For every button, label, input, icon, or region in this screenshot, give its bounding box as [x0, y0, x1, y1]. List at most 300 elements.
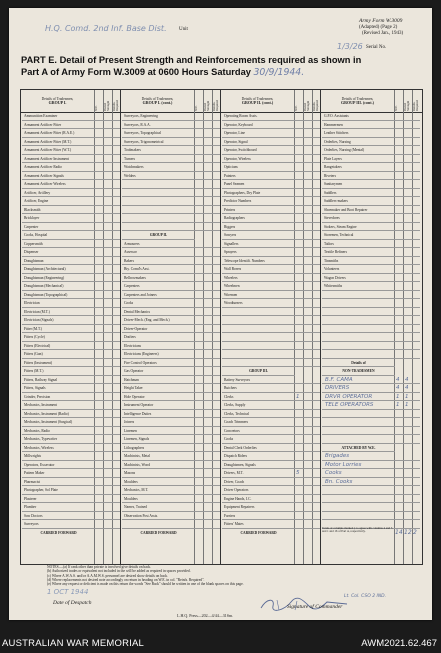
- row-label: Coppersmith: [24, 241, 43, 246]
- table-row: [22, 333, 120, 342]
- table-row: [122, 393, 220, 402]
- row-label: Height Taker: [124, 386, 143, 390]
- table-row: [122, 478, 220, 487]
- row-label: Drivers, M.T.: [224, 471, 244, 475]
- table-row: [22, 401, 120, 410]
- handwritten-posted-value: 4: [405, 376, 409, 383]
- table-row: [122, 248, 220, 257]
- row-label: Fitters, Railway Signal: [24, 377, 58, 382]
- handwritten-nontradesman-entry: B.F. CAMA: [325, 376, 353, 383]
- vertical-column-head: W.E.: [194, 105, 198, 111]
- form-number: Army Form W.3009: [359, 18, 403, 24]
- row-label: Fitters (Electrical): [24, 343, 51, 348]
- row-label: Painters: [224, 173, 236, 178]
- table-row: [122, 495, 220, 504]
- row-label: Fitters (Gun): [24, 352, 43, 356]
- row-label: Turners: [124, 156, 136, 161]
- row-label: Driver Operators: [224, 488, 249, 492]
- row-label: Battery Surveyors: [224, 377, 251, 382]
- column-group-label: GROUP I.: [48, 100, 67, 105]
- table-row: [222, 189, 320, 198]
- table-row: [322, 316, 420, 325]
- table-row: [22, 206, 120, 215]
- table-row: [122, 223, 220, 232]
- unit-label: Unit: [179, 27, 188, 32]
- row-label: Masons: [124, 471, 136, 475]
- row-label: Draughtsman (Topographical): [24, 292, 68, 297]
- handwritten-posted-value: 4: [405, 385, 409, 391]
- row-label: Welders: [124, 173, 136, 178]
- row-label: Armament Artificer Fitter: [24, 122, 62, 127]
- row-label: Dental Clerk Orderlies: [224, 445, 257, 450]
- table-row: [122, 461, 220, 470]
- row-label: Armament Artificer Signals: [24, 173, 64, 178]
- row-label: Watchmakers: [124, 165, 144, 169]
- table-row: [122, 240, 220, 249]
- table-row: [222, 223, 320, 232]
- table-row: [122, 155, 220, 164]
- row-label: Armament Artificer Fitter (R.A.E.): [24, 131, 75, 135]
- vertical-column-head: W.E.: [294, 105, 298, 111]
- row-label: Hatchman: [124, 377, 139, 382]
- row-label: Clerks, Supply: [224, 403, 246, 407]
- handwritten-attached-entry: Cooks: [325, 470, 342, 476]
- row-label: Driver-Mech. (Eng. and Mech.): [124, 318, 170, 322]
- handwritten-posted-value: 1: [405, 402, 409, 408]
- table-row: [322, 129, 420, 138]
- table-row: [222, 129, 320, 138]
- table-row: [322, 172, 420, 181]
- signature-of-commander-label: Signature of Commander: [287, 604, 343, 610]
- row-label: Armament Artificer Radio: [24, 165, 62, 169]
- row-label: Wiremen: [224, 292, 238, 297]
- table-row: [222, 367, 295, 376]
- handwritten-we-value: 1: [396, 402, 400, 408]
- row-label: Instrument Operator: [124, 403, 154, 407]
- row-label: Operating Room Assts.: [224, 114, 258, 118]
- form-title: [21, 54, 421, 79]
- row-label: Bty. Comd's Asst.: [124, 267, 150, 271]
- column-header: [221, 91, 294, 105]
- table-row: [222, 299, 320, 308]
- table-row: [22, 418, 120, 427]
- table-row: [222, 206, 320, 215]
- table-row: [222, 384, 320, 393]
- carried-forward-label: CARRIED FORWARD: [40, 530, 77, 535]
- table-row: [322, 512, 420, 521]
- row-label: Sprayers: [224, 250, 237, 254]
- row-label: Pharmacist: [24, 479, 40, 484]
- handwritten-drivers-value: 5: [296, 470, 300, 476]
- row-label: Moulders: [124, 496, 138, 501]
- table-row: [122, 214, 220, 223]
- vertical-column-head: Reinfts. Required: [312, 100, 319, 111]
- table-row: [122, 418, 220, 427]
- row-label: GROUP II.: [149, 233, 168, 237]
- vertical-column-head: Posted Strength: [303, 100, 310, 111]
- table-row: [122, 121, 220, 130]
- totals-note: Totals of columns marked ‡ to agree with columns 4 and 5 and 1 and 16 of Part A, respectively.: [322, 526, 393, 534]
- table-row: [22, 410, 120, 419]
- table-row: [22, 112, 120, 121]
- row-label: Electricians: [124, 343, 141, 348]
- table-row: [22, 240, 120, 249]
- row-label: Drafters: [124, 335, 136, 339]
- row-label: Driver-Operator: [124, 326, 148, 331]
- row-label: Cooks, Hospital: [24, 233, 48, 237]
- table-row: [222, 316, 320, 325]
- table-row: [22, 478, 120, 487]
- lhq-press-line: L.H.Q. Press—202—4/44—31Sm.: [177, 613, 234, 618]
- row-label: Machinists, Wood: [124, 462, 150, 467]
- serial-label: Serial No.: [366, 45, 387, 50]
- note-a: NOTES.—(a) If rank other than private is involved give details on back.: [47, 565, 152, 569]
- table-row: [322, 486, 420, 495]
- row-label: Blacksmith: [24, 207, 41, 212]
- table-row: [322, 257, 420, 266]
- vertical-column-head: Reinfts. Required: [412, 100, 419, 111]
- table-row: [122, 257, 220, 266]
- table-row: [22, 512, 120, 521]
- row-label: Hammermen: [324, 122, 343, 127]
- handwritten-attached-entry: Motor Lorries: [325, 461, 362, 468]
- row-label: Surveyors, Trigonometrical: [124, 139, 164, 144]
- table-row: [122, 282, 220, 291]
- table-row: [322, 274, 420, 283]
- row-label: Clerks, Technical: [224, 411, 250, 416]
- table-row: [222, 478, 320, 487]
- table-row: [222, 112, 320, 121]
- form-adapted: (Adapted) (Page 2): [359, 25, 398, 30]
- table-row: [322, 189, 420, 198]
- table-row: [122, 189, 220, 198]
- row-label: Operators, Excavator: [24, 462, 55, 467]
- despatch-date-hand: 1 OCT 1944: [47, 588, 89, 596]
- row-label: Clerks: [224, 394, 234, 399]
- column-title: Details of Tradesmen,: [241, 97, 274, 101]
- row-label: Wheelers: [224, 275, 238, 280]
- table-row: [222, 274, 320, 283]
- row-label: Bellrowmakers: [124, 275, 146, 280]
- row-label: Wagon Drivers: [324, 275, 346, 280]
- row-label: Dispenser: [24, 250, 39, 254]
- table-row: [222, 121, 320, 130]
- row-label: Surveyors, R.A.A.: [124, 122, 151, 127]
- column-title: Details of Tradesmen,: [41, 97, 74, 101]
- table-row: [22, 367, 120, 376]
- table-row: [222, 248, 320, 257]
- row-label: NON-TRADESMEN: [342, 369, 375, 373]
- row-label: Photographers, Dry Plate: [224, 190, 261, 195]
- table-row: [322, 121, 420, 130]
- table-row: [222, 138, 320, 147]
- table-row: [122, 342, 220, 351]
- signature-rank: Lt. Col. CSO 2 IND.: [344, 594, 387, 599]
- table-row: [22, 248, 120, 257]
- row-label: Mechanics, Radio: [24, 428, 50, 433]
- row-label: Pattern Maker: [24, 471, 45, 475]
- column-title: Details of Tradesmen,: [141, 97, 174, 101]
- row-label: Printers: [224, 207, 236, 212]
- table-row: [222, 155, 320, 164]
- row-label: Operator, Line: [224, 131, 246, 135]
- row-label: Armament Artificer Instrument: [24, 156, 69, 161]
- handwritten-posted-value: 1: [405, 393, 409, 400]
- row-label: Fitter (M.T.): [24, 326, 42, 331]
- table-row: [322, 146, 420, 155]
- table-row: [122, 333, 220, 342]
- row-label: Mechanics, Instrument: [24, 403, 57, 407]
- carried-forward-label: CARRIED FORWARD: [240, 530, 277, 535]
- row-label: Draughtsman (Mechanical): [24, 284, 64, 288]
- row-label: Leather Stitchers: [324, 131, 349, 135]
- table-row: [122, 265, 220, 274]
- row-label: Fitters (Cycle): [24, 335, 45, 339]
- note-d: (d) Where replacements not desired note accordingly on return in heading on W.E. in col. "Reinfs. Required".: [47, 577, 205, 582]
- table-row: [22, 461, 120, 470]
- row-label: Coach Trimmers: [224, 420, 249, 424]
- table-row: [322, 155, 420, 164]
- table-row: [222, 180, 320, 189]
- row-label: Armament Artificer Fitter (M.T.): [24, 139, 72, 144]
- vertical-column-head: Reinfts. Required: [212, 100, 219, 111]
- table-row: [322, 350, 420, 359]
- table-row: [122, 172, 220, 181]
- row-label: Ammunition Examiner: [24, 114, 58, 118]
- table-row: [322, 240, 420, 249]
- table-row: [222, 240, 320, 249]
- row-label: Tailors: [324, 241, 334, 246]
- row-label: Predictor Numbers: [224, 199, 252, 203]
- table-row: [322, 435, 420, 444]
- vertical-column-head: Posted Strength: [403, 100, 410, 111]
- table-row: [122, 291, 220, 300]
- table-row: [22, 342, 120, 351]
- table-row: [122, 435, 220, 444]
- table-row: [122, 410, 220, 419]
- table-row: [222, 486, 320, 495]
- table-row: [22, 299, 120, 308]
- table-row: [222, 308, 320, 317]
- table-row: [222, 418, 320, 427]
- row-label: Concretors: [224, 428, 240, 433]
- table-row: [322, 325, 420, 334]
- row-label: GROUP III.: [249, 369, 268, 373]
- table-row: [122, 308, 220, 317]
- table-row: [22, 495, 120, 504]
- row-label: Operator, Keyboard: [224, 122, 253, 127]
- caption-left: AUSTRALIAN WAR MEMORIAL: [2, 638, 145, 649]
- vertical-column-head: W.E.: [394, 105, 398, 111]
- row-label: Electrician (M.T.): [24, 309, 50, 314]
- table-row: [322, 333, 420, 342]
- column-title: Details of Tradesmen,: [341, 97, 374, 101]
- table-row: [122, 376, 220, 385]
- table-row: [22, 282, 120, 291]
- table-row: [122, 274, 220, 283]
- table-row: [122, 231, 195, 240]
- table-row: [22, 214, 120, 223]
- table-row: [222, 265, 320, 274]
- table-row: [122, 206, 220, 215]
- handwritten-total-value: 12: [404, 528, 412, 536]
- row-label: Orderlies, Nursing (Mental): [324, 148, 365, 152]
- form-sheet: [9, 8, 432, 620]
- table-row: [122, 401, 220, 410]
- column-header: [121, 91, 194, 105]
- row-label: Grinder, Precision: [24, 394, 51, 399]
- table-row: [222, 214, 320, 223]
- table-row: [122, 316, 220, 325]
- table-row: [222, 172, 320, 181]
- table-row: [322, 163, 420, 172]
- row-label: Saddlers-makers: [324, 199, 348, 203]
- table-row: [122, 197, 220, 206]
- row-label: Mechanics, Typewriter: [24, 437, 58, 441]
- row-label: Radiographers: [224, 216, 245, 220]
- table-row: [222, 435, 320, 444]
- row-label: Draughtsman (Engineering): [24, 275, 65, 280]
- note-e: (e) Where any request or deficient is made on this return the words "See Back" should be written in one of the blank spaces on this page.: [47, 582, 244, 587]
- vertical-column-head: Reinfts. Required: [112, 100, 119, 111]
- table-row: [122, 469, 220, 478]
- table-row: [322, 308, 420, 317]
- row-label: Joiners: [124, 420, 135, 424]
- row-label: Mechanics, Wireless: [24, 445, 54, 450]
- row-label: Equipment Repairers: [224, 505, 255, 509]
- row-label: Gas Operator: [124, 369, 144, 373]
- title-line2: Part A of Army Form W.3009 at 0600 Hours Saturday: [21, 67, 251, 77]
- table-row: [122, 138, 220, 147]
- handwritten-attached-entry: Bn. Cooks: [325, 478, 353, 485]
- row-label: Wheelmen: [224, 284, 240, 288]
- row-label: Driver, Coach: [224, 479, 245, 484]
- table-row: [322, 223, 420, 232]
- row-label: Bakers: [124, 258, 134, 263]
- table-row: [222, 503, 320, 512]
- row-label: Draughtsman: [24, 258, 44, 263]
- table-row: [322, 197, 420, 206]
- row-label: Mechanics, Instrument (Surgical): [24, 420, 73, 424]
- column-group-label: GROUP II. (cont.): [241, 100, 274, 105]
- row-label: Sawyers: [224, 233, 237, 237]
- row-label: Draughtsman (Architectural): [24, 267, 66, 271]
- table-row: [22, 376, 120, 385]
- row-label: Mechanics, Instrument (Radio): [24, 411, 69, 416]
- table-row: [22, 316, 120, 325]
- row-label: Operator, Wireless: [224, 156, 251, 161]
- table-row: [322, 231, 420, 240]
- table-row: [22, 146, 120, 155]
- table-row: [222, 146, 320, 155]
- table-row: [22, 155, 120, 164]
- table-row: [322, 410, 420, 419]
- title-main: Detail of Present Strength and Reinforcements required as shown in: [59, 55, 362, 65]
- row-label: Fitters' Mates: [224, 522, 244, 526]
- table-row: [222, 452, 320, 461]
- handwritten-nontradesman-entry: DRVR OPERATOR: [325, 393, 373, 400]
- unit-handwritten: H.Q. Comd. 2nd Inf. Base Dist.: [45, 24, 167, 33]
- row-label: Fitters, Signals: [24, 386, 46, 390]
- row-label: Linemen, Signals: [124, 437, 150, 441]
- row-label: Lithographers: [124, 445, 145, 450]
- row-label: Armament Artificer Fitter (W.T.): [24, 148, 72, 152]
- row-label: Carpenters: [124, 284, 140, 288]
- table-row: [22, 486, 120, 495]
- row-label: Electrician (Signals): [24, 318, 54, 322]
- table-row: [122, 180, 220, 189]
- table-row: [22, 452, 120, 461]
- row-label: Riveters: [324, 173, 336, 178]
- row-label: Farriers: [224, 513, 236, 518]
- row-label: Fitters (M.T.): [24, 369, 44, 373]
- row-label: Mechanics, M.T.: [124, 488, 149, 492]
- table-row: [122, 350, 220, 359]
- table-row: [22, 384, 120, 393]
- row-label: Stevedores: [324, 216, 340, 220]
- table-row: [122, 384, 220, 393]
- row-label: Artificer, Engine: [24, 199, 49, 203]
- table-row: [222, 410, 320, 419]
- table-row: [122, 325, 220, 334]
- table-row: [322, 503, 420, 512]
- vertical-column-head: W.E.: [94, 105, 98, 111]
- table-row: [222, 325, 320, 334]
- row-label: Tinsmiths: [324, 258, 339, 263]
- table-row: [22, 359, 120, 368]
- table-row: [222, 359, 320, 368]
- row-label: Orderlies, Nursing: [324, 139, 351, 144]
- row-label: Rangetakers: [324, 165, 342, 169]
- table-row: [22, 180, 120, 189]
- table-row: [322, 342, 420, 351]
- row-label: Plasterer: [24, 496, 37, 501]
- row-label: Draughtsmen, Signals: [224, 462, 256, 467]
- row-label: Fitters (Instrument): [24, 360, 53, 365]
- row-label: Intelligence Duties: [124, 411, 152, 416]
- table-row: [322, 138, 420, 147]
- table-row: [222, 401, 320, 410]
- note-b: (b) Authorized trades or equivalent not included in the will be added as required in spaces provided.: [47, 569, 191, 574]
- table-row: [22, 291, 120, 300]
- title-date-hand: 30/9/194: [253, 67, 296, 78]
- row-label: Plumber: [24, 505, 37, 509]
- table-row: [322, 248, 420, 257]
- table-row: [322, 214, 420, 223]
- table-row: [322, 495, 420, 504]
- table-row: [222, 512, 320, 521]
- table-row: [322, 112, 420, 121]
- row-label: Saddlers: [324, 190, 337, 195]
- row-label: Storemen, Technical: [324, 233, 354, 237]
- table-row: [22, 189, 120, 198]
- column-group-label: GROUP I. (cont.): [142, 100, 173, 105]
- table-row: [22, 503, 120, 512]
- table-row: [22, 274, 120, 283]
- row-label: Photographer, Sol Plate: [24, 488, 58, 492]
- column-group-label: GROUP III. (cont.): [341, 100, 374, 105]
- handwritten-we-value: 4: [396, 385, 400, 391]
- table-row: [122, 444, 220, 453]
- title-part: PART E.: [21, 55, 57, 65]
- row-label: Woodturners: [224, 301, 243, 305]
- row-label: Narnes, Trained: [124, 505, 147, 509]
- row-label: Signallers: [224, 241, 239, 246]
- table-row: [222, 257, 320, 266]
- table-row: [222, 393, 320, 402]
- table-row: [22, 223, 120, 232]
- row-label: Details of: [351, 360, 366, 365]
